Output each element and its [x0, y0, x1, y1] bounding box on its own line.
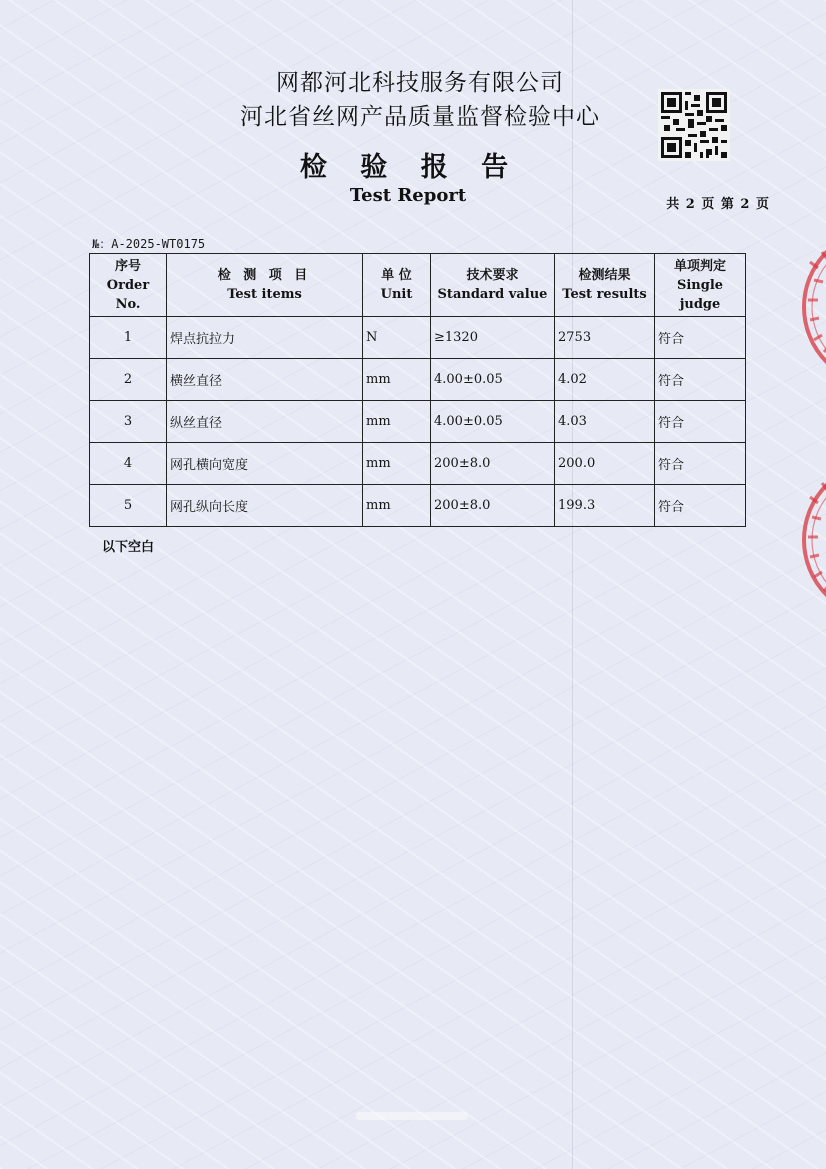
cell-standard: 4.00±0.05: [431, 401, 555, 443]
paper-tab-mark: [356, 1112, 468, 1120]
table-row: [90, 401, 746, 443]
red-seal-stamp-icon: [792, 455, 826, 625]
cell-test-item: 网孔横向宽度: [167, 443, 363, 485]
cell-standard: 200±8.0: [431, 443, 555, 485]
cell-test-item: 横丝直径: [167, 359, 363, 401]
cell-test-item: 网孔纵向长度: [167, 485, 363, 527]
red-seal-stamp-icon: [792, 222, 826, 392]
cell-order-no: 4: [90, 443, 167, 485]
header-unit: 单 位 Unit: [363, 254, 431, 317]
header-standard-value: 技术要求 Standard value: [431, 254, 555, 317]
header-single-judge: 单项判定 Single judge: [655, 254, 746, 317]
company-name: 网都河北科技服务有限公司: [276, 70, 564, 96]
page-info: 共 2 页 第 2 页: [666, 197, 770, 212]
cell-order-no: 2: [90, 359, 167, 401]
qr-code-icon: [658, 89, 730, 161]
header-test-items: 检 测 项 目 Test items: [167, 254, 363, 317]
paper-fold-line: [572, 0, 573, 1169]
report-title-cn: 检 验 报 告: [299, 152, 521, 183]
cell-unit: mm: [363, 401, 431, 443]
cell-judge: 符合: [655, 443, 746, 485]
report-title-en: Test Report: [349, 185, 467, 206]
cell-unit: mm: [363, 443, 431, 485]
cell-judge: 符合: [655, 401, 746, 443]
cell-result: 4.03: [555, 401, 655, 443]
cell-judge: 符合: [655, 317, 746, 359]
table-row: [90, 317, 746, 359]
table-row: [90, 359, 746, 401]
cell-order-no: 5: [90, 485, 167, 527]
table-header-row: [90, 254, 746, 317]
cell-unit: mm: [363, 359, 431, 401]
cell-judge: 符合: [655, 359, 746, 401]
cell-judge: 符合: [655, 485, 746, 527]
cell-unit: mm: [363, 485, 431, 527]
cell-order-no: 1: [90, 317, 167, 359]
header-order-no: 序号 Order No.: [90, 254, 167, 317]
cell-result: 2753: [555, 317, 655, 359]
cell-result: 199.3: [555, 485, 655, 527]
cell-order-no: 3: [90, 401, 167, 443]
cell-unit: N: [363, 317, 431, 359]
inspection-center-name: 河北省丝网产品质量监督检验中心: [240, 104, 600, 130]
table-row: [90, 443, 746, 485]
cell-test-item: 纵丝直径: [167, 401, 363, 443]
header-test-results: 检测结果 Test results: [555, 254, 655, 317]
cell-result: 200.0: [555, 443, 655, 485]
cell-standard: ≥1320: [431, 317, 555, 359]
cell-test-item: 焊点抗拉力: [167, 317, 363, 359]
test-results-table: [89, 253, 746, 527]
cell-standard: 4.00±0.05: [431, 359, 555, 401]
blank-below-note: 以下空白: [102, 540, 155, 555]
report-number: №：A-2025-WT0175: [92, 237, 206, 251]
cell-standard: 200±8.0: [431, 485, 555, 527]
cell-result: 4.02: [555, 359, 655, 401]
table-row: [90, 485, 746, 527]
